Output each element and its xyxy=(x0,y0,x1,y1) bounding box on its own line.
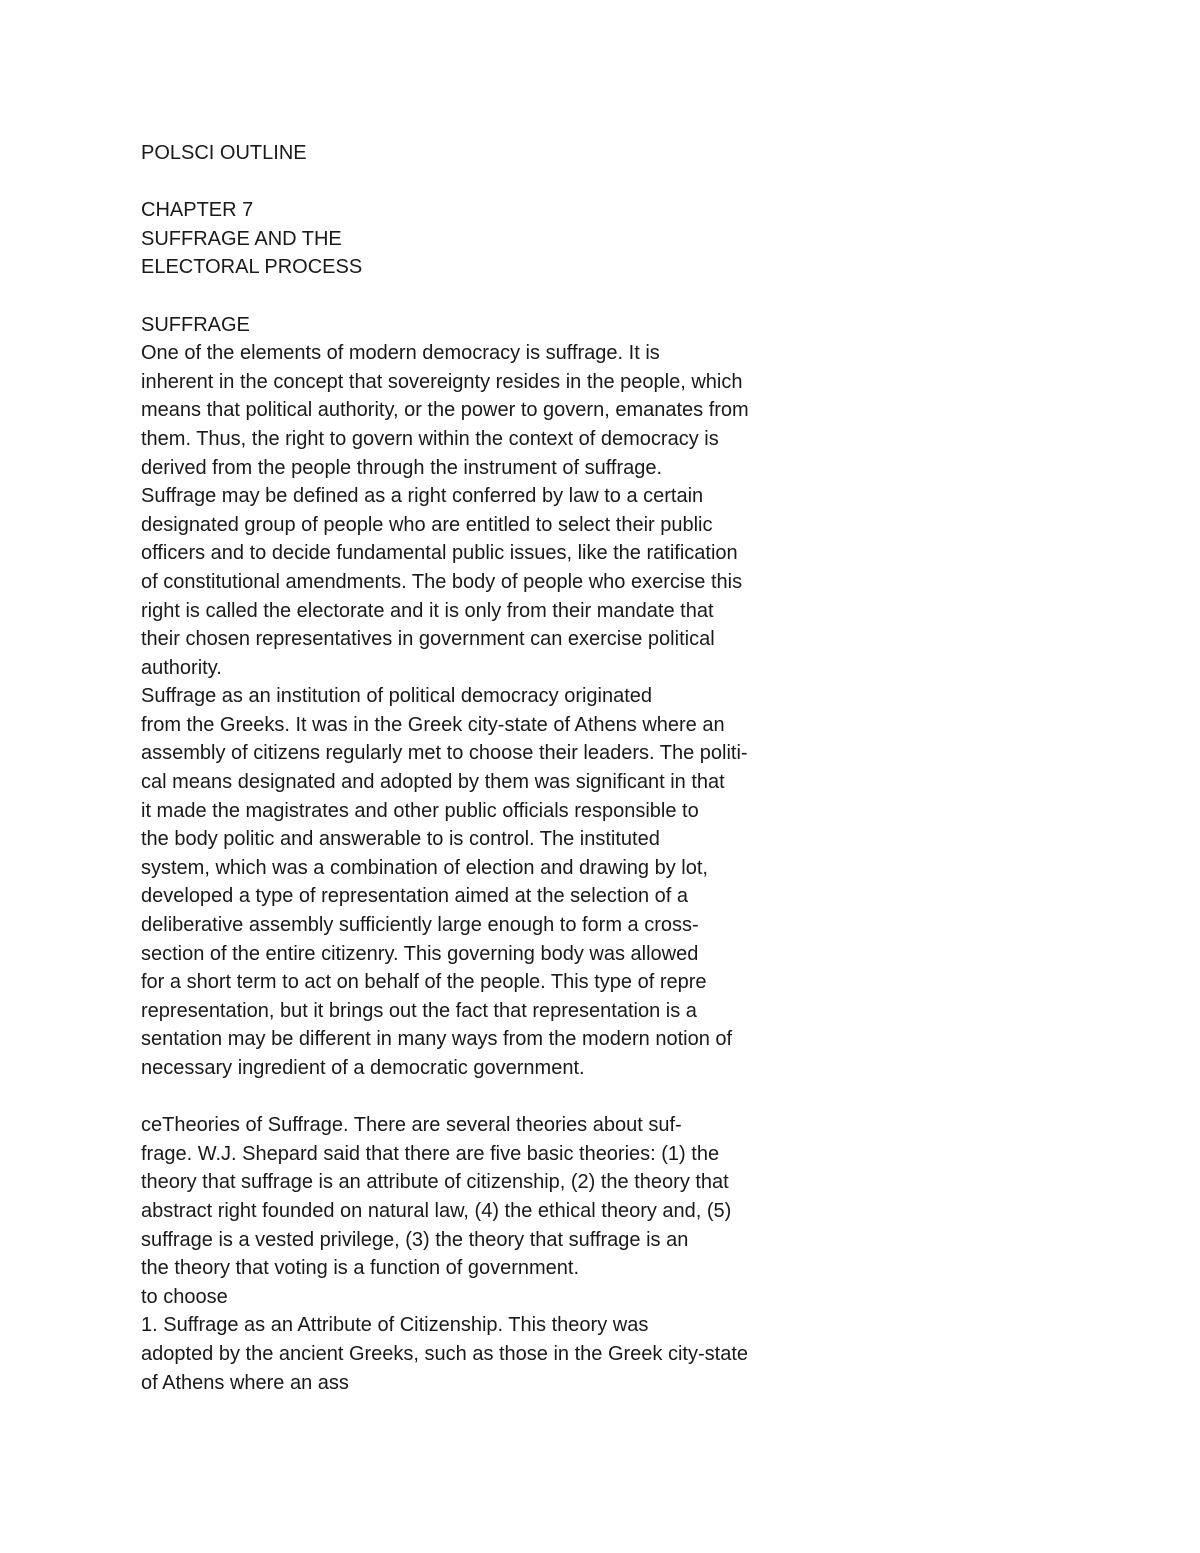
body-line: right is called the electorate and it is only from their mandate that xyxy=(141,599,714,622)
paragraph-block-2 xyxy=(141,1111,1141,1397)
body-line: developed a type of representation aimed at the selection of a xyxy=(141,885,689,908)
body-line: necessary ingredient of a democratic government. xyxy=(141,1057,585,1079)
body-line: cal means designated and adopted by them was significant in that xyxy=(141,771,725,794)
document-body xyxy=(141,139,1141,1397)
body-line: suffrage is a vested privilege, (3) the theory that suffrage is an xyxy=(141,1228,689,1251)
body-line: abstract right founded on natural law, (4) the ethical theory and, (5) xyxy=(141,1199,732,1222)
body-line: authority. xyxy=(141,656,222,679)
body-line: assembly of citizens regularly met to choose their leaders. The politi- xyxy=(141,742,748,765)
document-title: POLSCI OUTLINE xyxy=(141,142,307,164)
body-line: sentation may be different in many ways from the modern notion of xyxy=(141,1028,733,1051)
body-line: officers and to decide fundamental public issues, like the ratification xyxy=(141,542,738,565)
spacer xyxy=(141,282,1141,311)
body-line: system, which was a combination of election and drawing by lot, xyxy=(141,856,708,879)
paragraph-block-1 xyxy=(141,339,1141,1082)
body-line: means that political authority, or the power to govern, emanates from xyxy=(141,399,749,422)
chapter-title-line-2: ELECTORAL PROCESS xyxy=(141,256,363,279)
body-line: section of the entire citizenry. This governing body was allowed xyxy=(141,942,699,965)
body-line: 1. Suffrage as an Attribute of Citizenship. This theory was xyxy=(141,1314,649,1337)
body-line: deliberative assembly sufficiently large enough to form a cross- xyxy=(141,914,699,937)
body-line: them. Thus, the right to govern within the context of democracy is xyxy=(141,427,719,450)
body-line: theory that suffrage is an attribute of citizenship, (2) the theory that xyxy=(141,1171,729,1194)
body-line: adopted by the ancient Greeks, such as those in the Greek city-state xyxy=(141,1342,749,1365)
spacer xyxy=(141,1083,1141,1112)
body-line: inherent in the concept that sovereignty resides in the people, which xyxy=(141,370,743,393)
body-line: ceTheories of Suffrage. There are several theories about suf- xyxy=(141,1114,682,1137)
body-line: of Athens where an ass xyxy=(141,1371,349,1394)
spacer xyxy=(141,168,1141,197)
chapter-title-line-1: SUFFRAGE AND THE xyxy=(141,227,342,250)
body-line: for a short term to act on behalf of the people. This type of repre xyxy=(141,971,707,994)
body-line: it made the magistrates and other public officials responsible to xyxy=(141,799,699,822)
body-line: Suffrage as an institution of political democracy originated xyxy=(141,685,653,708)
body-line: frage. W.J. Shepard said that there are five basic theories: (1) the xyxy=(141,1142,720,1165)
body-line: representation, but it brings out the fact that representation is a xyxy=(141,999,697,1022)
body-line: their chosen representatives in government can exercise political xyxy=(141,628,715,651)
body-line: from the Greeks. It was in the Greek city-state of Athens where an xyxy=(141,713,725,736)
body-line: the theory that voting is a function of government. xyxy=(141,1257,580,1280)
body-line: designated group of people who are entitled to select their public xyxy=(141,513,713,536)
chapter-number: CHAPTER 7 xyxy=(141,199,254,222)
body-line: the body politic and answerable to is control. The instituted xyxy=(141,828,660,851)
body-line: One of the elements of modern democracy is suffrage. It is xyxy=(141,342,660,365)
body-line: to choose xyxy=(141,1285,228,1308)
body-line: derived from the people through the instrument of suffrage. xyxy=(141,456,663,479)
body-line: Suffrage may be defined as a right conferred by law to a certain xyxy=(141,485,704,508)
body-line: of constitutional amendments. The body of people who exercise this xyxy=(141,570,743,593)
section-heading: SUFFRAGE xyxy=(141,313,250,336)
